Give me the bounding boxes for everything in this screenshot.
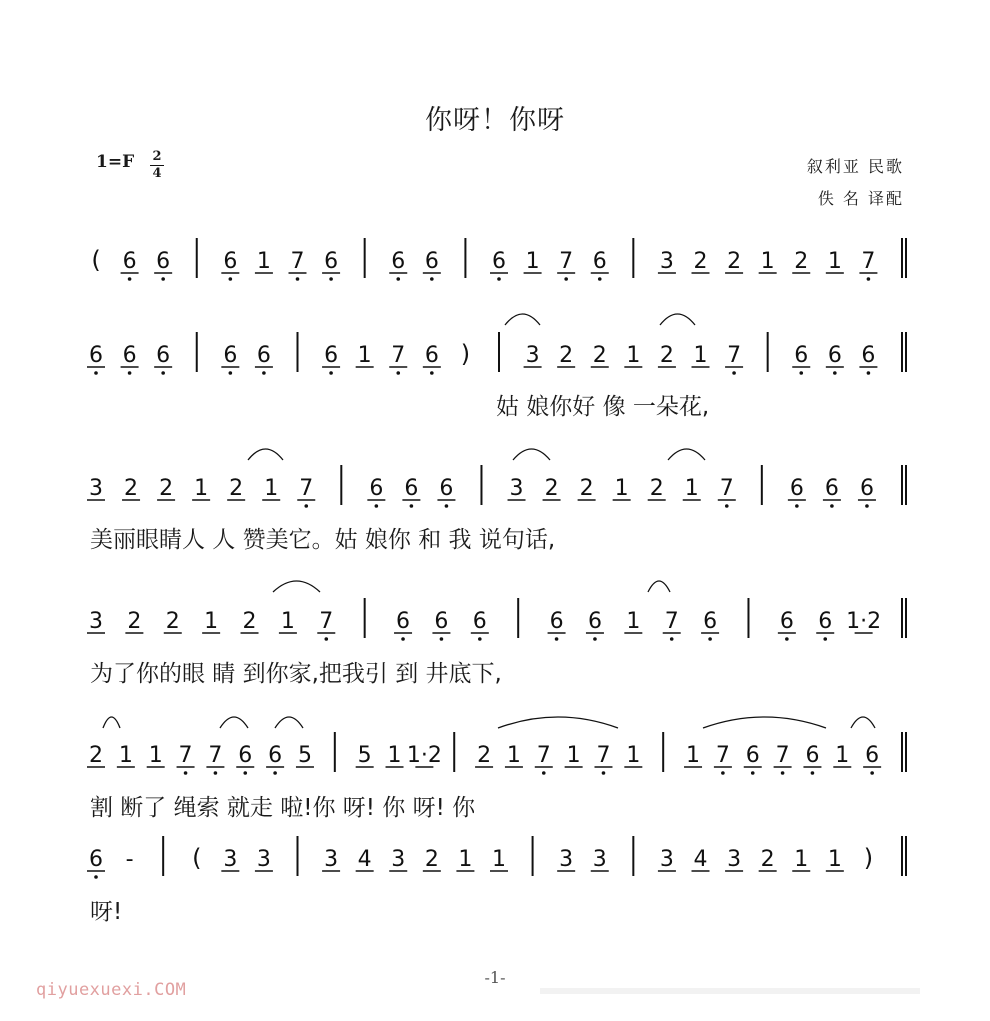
note: 7 [861, 249, 876, 274]
note: 6 [865, 743, 880, 768]
note: 3 [659, 249, 674, 274]
note: 1 [827, 249, 842, 274]
note: 1 [626, 343, 641, 368]
note: 7 [775, 743, 790, 768]
page-number: -1- [484, 968, 506, 987]
note: 6 [492, 249, 506, 274]
low-octave-dot [243, 771, 247, 775]
note: 6 [859, 476, 874, 501]
note: 2 [592, 343, 607, 368]
low-octave-dot [184, 771, 188, 775]
low-octave-dot [375, 504, 379, 508]
note: 3 [559, 847, 574, 872]
low-octave-dot [823, 637, 827, 641]
note: 1 [626, 743, 641, 768]
note: 6 [824, 476, 839, 501]
key-signature: 1=F [96, 152, 135, 172]
note: 1 [693, 343, 708, 368]
low-octave-dot [670, 637, 674, 641]
note: 6 [268, 743, 283, 768]
low-octave-dot [329, 277, 333, 281]
note: 6 [156, 343, 171, 368]
note: 6 [223, 343, 238, 368]
watermark-logo: qiyuexuexi.COM [36, 980, 187, 1000]
note: 2 [727, 249, 742, 274]
note: 6 [794, 343, 809, 368]
note: ( [192, 844, 202, 872]
note: 7 [178, 743, 193, 768]
low-octave-dot [781, 771, 785, 775]
note: 6 [424, 343, 439, 368]
note: 6 [391, 249, 406, 274]
low-octave-dot [830, 504, 834, 508]
slur [648, 581, 670, 592]
watermark-bar [540, 988, 920, 994]
note: 1 [148, 743, 163, 768]
note: 1 [458, 847, 473, 872]
note: - [125, 847, 134, 872]
slur [273, 581, 320, 592]
note: 2 [124, 476, 139, 501]
note: 2 [229, 476, 244, 501]
low-octave-dot [214, 771, 218, 775]
song-title: 你呀！你呀 [425, 105, 565, 136]
slur [220, 717, 248, 728]
note: 6 [122, 343, 137, 368]
note: 1 [357, 343, 372, 368]
note: 1 [686, 743, 701, 768]
low-octave-dot [128, 277, 132, 281]
note: 7 [715, 743, 730, 768]
note: 1 [525, 249, 540, 274]
note: 1 [492, 847, 506, 872]
note: 2 [794, 249, 809, 274]
slur [103, 717, 120, 728]
low-octave-dot [542, 771, 546, 775]
lyric-line-5: 割 断了 绳索 就走 啦!你 呀! 你 呀! 你 [90, 795, 476, 821]
low-octave-dot [799, 371, 803, 375]
low-octave-dot [795, 504, 799, 508]
lyric-line-2: 姑 娘你好 像 一朵花, [496, 394, 710, 420]
note: 1 [264, 476, 279, 501]
low-octave-dot [445, 504, 449, 508]
note: 1 [118, 743, 133, 768]
low-octave-dot [602, 771, 606, 775]
note: 6 [404, 476, 419, 501]
note: 2 [649, 476, 664, 501]
low-octave-dot [229, 371, 233, 375]
slur [668, 449, 705, 460]
low-octave-dot [785, 637, 789, 641]
note: 6 [396, 609, 411, 634]
note: 3 [89, 476, 103, 501]
note: 2 [424, 847, 439, 872]
note: 2 [165, 609, 180, 634]
note: 3 [256, 847, 271, 872]
low-octave-dot [555, 637, 559, 641]
low-octave-dot [867, 371, 871, 375]
low-octave-dot [564, 277, 568, 281]
note: 2 [544, 476, 559, 501]
low-octave-dot [401, 637, 405, 641]
note: 6 [223, 249, 238, 274]
low-octave-dot [273, 771, 277, 775]
note: 3 [509, 476, 524, 501]
low-octave-dot [396, 371, 400, 375]
note: 1 [614, 476, 629, 501]
credit-translation: 佚 名 译配 [817, 189, 904, 208]
low-octave-dot [296, 277, 300, 281]
note: 7 [299, 476, 314, 501]
note: 6 [89, 847, 103, 872]
note: 6 [805, 743, 820, 768]
note: 4 [693, 847, 708, 872]
note: 3 [525, 343, 540, 368]
low-octave-dot [430, 371, 434, 375]
low-octave-dot [161, 371, 165, 375]
note: 1 [194, 476, 209, 501]
note: 7 [319, 609, 334, 634]
note: 2 [127, 609, 142, 634]
note: 6 [587, 609, 602, 634]
note: ) [460, 340, 471, 368]
note: 3 [659, 847, 674, 872]
note: 2 [242, 609, 257, 634]
note: 6 [439, 476, 454, 501]
low-octave-dot [865, 504, 869, 508]
slur [660, 314, 695, 325]
note: 7 [208, 743, 223, 768]
note: 7 [559, 249, 574, 274]
note: 1 [626, 609, 641, 634]
note: 1 [794, 847, 809, 872]
low-octave-dot [751, 771, 755, 775]
note: 5 [357, 743, 372, 768]
low-octave-dot [304, 504, 308, 508]
note: 1·2 [846, 609, 882, 634]
note: 6 [324, 249, 339, 274]
note: 6 [369, 476, 384, 501]
note: 7 [391, 343, 406, 368]
note: 6 [424, 249, 439, 274]
note: 6 [549, 609, 564, 634]
note: 4 [357, 847, 372, 872]
low-octave-dot [811, 771, 815, 775]
note: 6 [156, 249, 171, 274]
note: 2 [659, 343, 674, 368]
low-octave-dot [161, 277, 165, 281]
note: 6 [592, 249, 607, 274]
note: 6 [238, 743, 253, 768]
low-octave-dot [329, 371, 333, 375]
note: 1 [684, 476, 699, 501]
low-octave-dot [396, 277, 400, 281]
note: 3 [223, 847, 238, 872]
slur [498, 717, 618, 728]
note: 2 [159, 476, 174, 501]
note: 6 [789, 476, 804, 501]
note: 7 [290, 249, 305, 274]
note: 1 [204, 609, 219, 634]
low-octave-dot [440, 637, 444, 641]
low-octave-dot [708, 637, 712, 641]
note: 2 [559, 343, 574, 368]
note: 6 [472, 609, 487, 634]
note: 6 [745, 743, 760, 768]
low-octave-dot [725, 504, 729, 508]
low-octave-dot [732, 371, 736, 375]
note: 7 [536, 743, 551, 768]
note: 7 [727, 343, 742, 368]
lyric-line-3: 美丽眼睛人 人 赞美它。姑 娘你 和 我 说句话, [90, 527, 556, 553]
low-octave-dot [229, 277, 233, 281]
note: 1 [835, 743, 850, 768]
low-octave-dot [324, 637, 328, 641]
low-octave-dot [128, 371, 132, 375]
note: 3 [89, 609, 103, 634]
credit-origin: 叙利亚 民歌 [806, 157, 904, 176]
note: 6 [122, 249, 137, 274]
note: 2 [477, 743, 492, 768]
note: 1 [760, 249, 775, 274]
low-octave-dot [410, 504, 414, 508]
low-octave-dot [721, 771, 725, 775]
note: 3 [324, 847, 339, 872]
time-signature-bottom: 4 [152, 166, 162, 181]
slur [275, 717, 303, 728]
note: 3 [727, 847, 742, 872]
note: ) [863, 844, 874, 872]
note: 6 [818, 609, 833, 634]
low-octave-dot [497, 277, 501, 281]
low-octave-dot [867, 277, 871, 281]
note: 6 [256, 343, 271, 368]
slur [248, 449, 283, 460]
low-octave-dot [870, 771, 874, 775]
low-octave-dot [593, 637, 597, 641]
lyric-line-4: 为了你的眼 睛 到你家,把我引 到 井底下, [90, 661, 502, 687]
note: 6 [324, 343, 339, 368]
low-octave-dot [833, 371, 837, 375]
note: 6 [434, 609, 449, 634]
low-octave-dot [478, 637, 482, 641]
note: 6 [779, 609, 794, 634]
note: 3 [391, 847, 406, 872]
low-octave-dot [94, 875, 98, 879]
time-signature-top: 2 [152, 149, 162, 164]
lyric-line-6: 呀! [90, 899, 123, 925]
low-octave-dot [598, 277, 602, 281]
note: 2 [579, 476, 594, 501]
note: 2 [693, 249, 708, 274]
note: 7 [664, 609, 679, 634]
low-octave-dot [262, 371, 266, 375]
note: 1 [566, 743, 581, 768]
low-octave-dot [430, 277, 434, 281]
note: 6 [703, 609, 718, 634]
note: 1 [827, 847, 842, 872]
note: 3 [592, 847, 607, 872]
note: 1 [506, 743, 521, 768]
note: 1 [256, 249, 271, 274]
note: 7 [719, 476, 734, 501]
note: 1·2 [406, 743, 442, 768]
note: 6 [827, 343, 842, 368]
slur [703, 717, 826, 728]
slur [851, 717, 875, 728]
note: 2 [89, 743, 103, 768]
note: 1 [280, 609, 295, 634]
low-octave-dot [94, 371, 98, 375]
slur [513, 449, 550, 460]
note: 1 [387, 743, 402, 768]
note: ( [91, 246, 101, 274]
note: 7 [596, 743, 611, 768]
note: 6 [861, 343, 876, 368]
note: 5 [297, 743, 312, 768]
note: 6 [89, 343, 103, 368]
note: 2 [760, 847, 775, 872]
slur [505, 314, 540, 325]
